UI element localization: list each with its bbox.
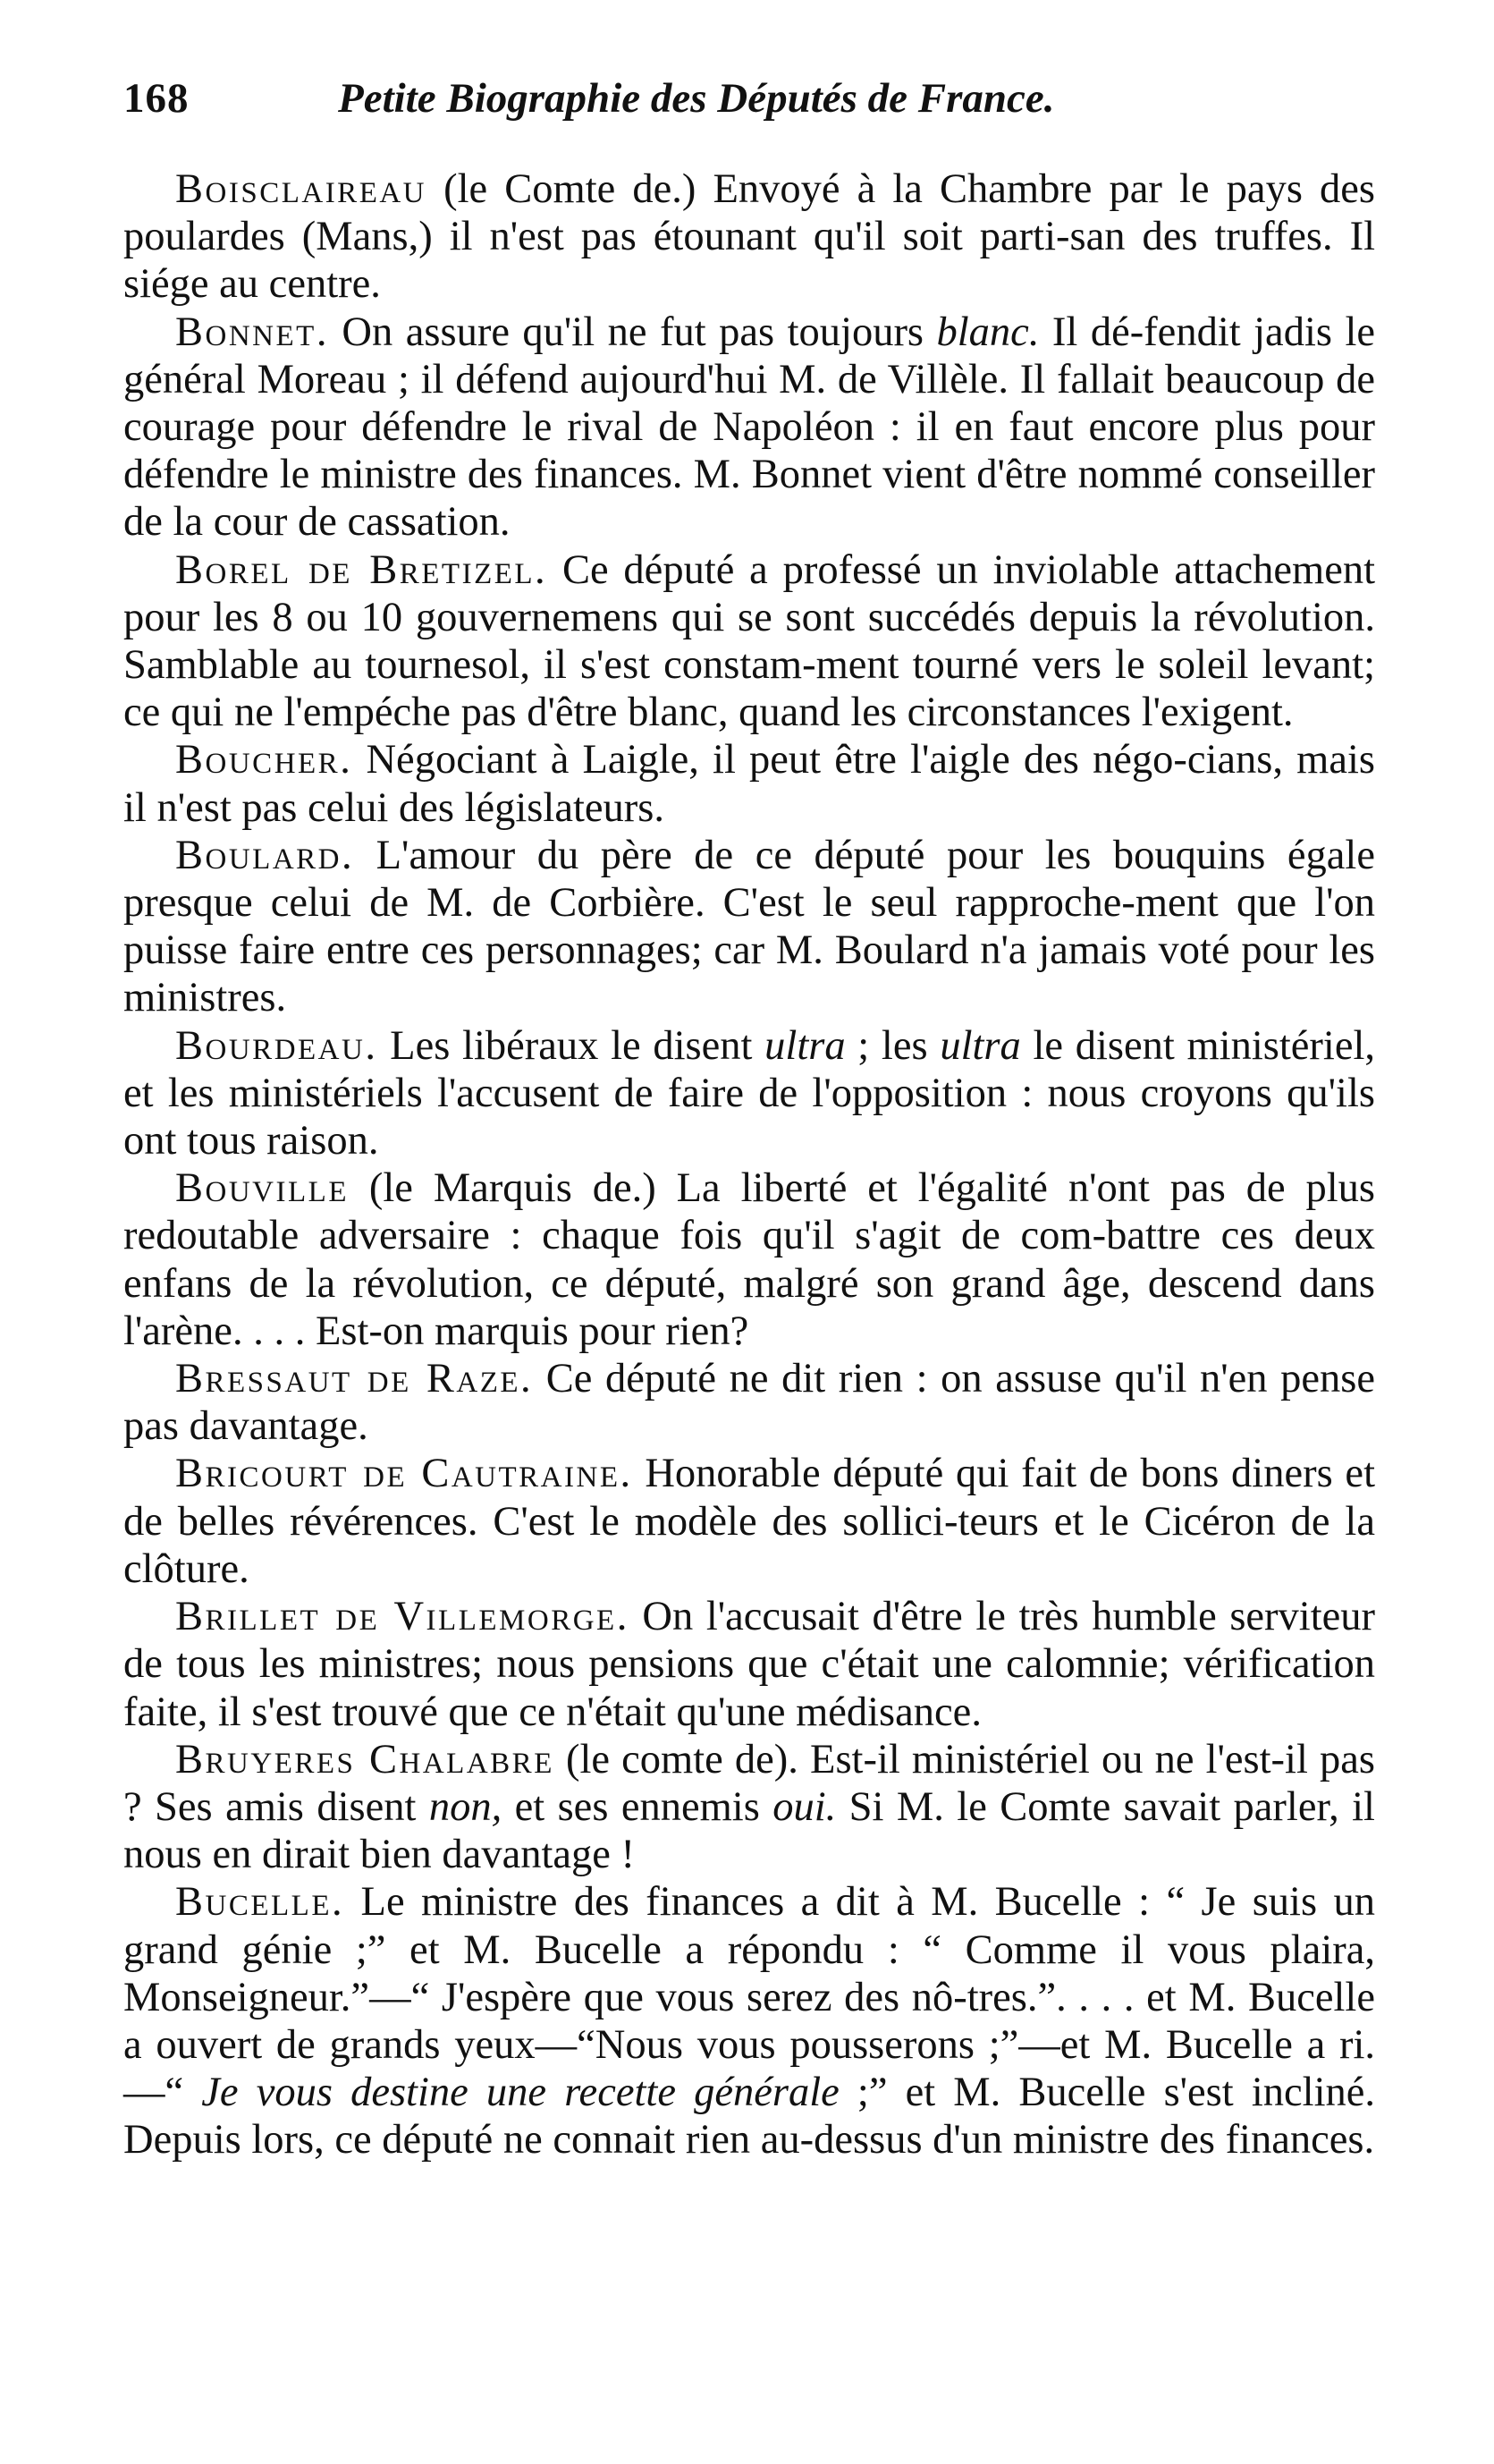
entry-name: Bourdeau. — [175, 1022, 378, 1069]
entry-title-suffix: (le Marquis de.) — [348, 1165, 656, 1212]
entry-text-part: Le ministre des finances a dit à M. Bucelle : “ Je suis un grand génie ;” et M. Bucelle a répondu : “ Comme il vous plaira, Monseigneur.”—“ J'espère que vous serez des nô-tres.”. . . . et M. Bucelle a ouvert de grands yeux—“Nous vous pousserons ;”—et M. Bucelle a ri.—“ — [123, 1879, 1375, 2116]
entry-italic-text: blanc. — [936, 309, 1040, 355]
entry-text: Envoyé à la Chambre par le pays des poulardes (Mans,) il n'est pas étounant qu'il soit parti-san des truffes. Il siége au centre. — [123, 166, 1375, 308]
entry-name: Boucher. — [175, 737, 353, 783]
entry-text: Ce député ne dit rien : on assuse qu'il n'en pense pas davantage. — [123, 1356, 1375, 1450]
entry-italic-text: Je vous destine une recette générale — [201, 2070, 840, 2116]
running-head — [123, 72, 1375, 161]
entry-boulard — [123, 832, 1375, 1022]
entry-text: Honorable député qui fait de bons diners et de belles révérences. C'est le modèle des sollici-teurs et le Cicéron de la clôture. — [123, 1451, 1375, 1592]
entry-text-part: Les libéraux le disent — [377, 1022, 765, 1069]
entry-text: Ce député a professé un inviolable attachement pour les 8 ou 10 gouvernemens qui se sont succédés depuis la révolution. Samblable au tournesol, il s'est constam-ment tourné vers le soleil levant; ce qui ne l'empéche pas d'être blanc, quand les circonstances l'exigent. — [123, 546, 1375, 736]
entry-name: Bricourt de Cautraine. — [175, 1451, 633, 1497]
entry-text: On l'accusait d'être le très humble serviteur de tous les ministres; nous pensions que c'était une calomnie; vérification faite, il s'est trouvé que ce n'était qu'une médisance. — [123, 1594, 1375, 1735]
entry-bonnet — [123, 309, 1375, 546]
entry-bressaut-de-raze — [123, 1355, 1375, 1450]
entry-borel-de-bretizel — [123, 546, 1375, 737]
entry-boucher — [123, 736, 1375, 831]
entry-italic-text: non, — [428, 1783, 502, 1830]
entry-title-suffix: (le Comte de.) — [426, 166, 696, 212]
entry-text-part: et ses ennemis — [502, 1783, 773, 1830]
entry-bruyeres-chalabre — [123, 1736, 1375, 1879]
entry-name: Boulard. — [175, 832, 355, 878]
entry-bourdeau — [123, 1022, 1375, 1165]
entry-text: La liberté et l'égalité n'ont pas de plus redoutable adversaire : chaque fois qu'il s'agit de com-battre ces deux enfans de la révolution, ce député, malgré son grand âge, descend dans l'arène. . . . Est-on marquis pour rien? — [123, 1165, 1376, 1354]
entry-name: Bonnet. — [175, 309, 329, 355]
entry-boisclaireau — [123, 165, 1375, 309]
entry-name: Bouville — [175, 1165, 349, 1212]
entry-italic-text: ultra — [940, 1022, 1021, 1069]
entry-name: Bucelle. — [175, 1879, 345, 1926]
entry-name: Boisclaireau — [175, 166, 427, 212]
entry-bouville — [123, 1164, 1375, 1355]
entry-name: Brillet de Villemorge. — [175, 1594, 629, 1640]
entry-text-part: ;” et M. Bucelle s'est incliné. Depuis lors, ce député ne connait rien au-dessus d'un ministre des finances. — [123, 2070, 1375, 2163]
entry-text-part: Il dé-fendit jadis le général Moreau ; il défend aujourd'hui M. de Villèle. Il fallait beaucoup de courage pour défendre le rival de Napoléon : il en faut encore plus pour défendre le ministre des finances. M. Bonnet vient d'être nommé conseiller de la cour de cassation. — [123, 309, 1376, 546]
entry-name: Bruyeres Chalabre — [175, 1736, 554, 1782]
entry-text-part: On assure qu'il ne fut pas toujours — [328, 309, 937, 355]
entry-text-part: Si M. le Comte savait parler, il nous en dirait bien davantage ! — [123, 1783, 1375, 1878]
entry-title-suffix: (le comte de). — [553, 1736, 798, 1782]
entry-text-part: ; les — [845, 1022, 941, 1069]
entry-italic-text: ultra — [764, 1022, 846, 1069]
running-title: Petite Biographie des Députés de France. — [338, 75, 1055, 122]
entry-brillet-de-villemorge — [123, 1593, 1375, 1736]
entry-bricourt-de-cautraine — [123, 1450, 1375, 1593]
entry-name: Borel de Bretizel. — [175, 546, 548, 593]
book-page — [123, 72, 1375, 2397]
entry-text: Négociant à Laigle, il peut être l'aigle des négo-cians, mais il n'est pas celui des législateurs. — [123, 737, 1375, 831]
entry-text-part: le disent ministériel, et les ministériels l'accusent de faire de l'opposition : nous croyons qu'ils ont tous raison. — [123, 1022, 1376, 1164]
entry-text: L'amour du père de ce député pour les bouquins égale presque celui de M. de Corbière. C'est le seul rapproche-ment que l'on puisse faire entre ces personnages; car M. Boulard n'a jamais voté pour les ministres. — [123, 832, 1375, 1021]
entry-name: Bressaut de Raze. — [175, 1356, 534, 1402]
biography-entries — [123, 165, 1375, 2164]
entry-italic-text: oui. — [772, 1783, 837, 1830]
entry-bucelle — [123, 1878, 1375, 2163]
page-number: 168 — [123, 75, 190, 122]
entry-text-part: Est-il ministériel ou ne l'est-il pas ? Ses amis disent — [123, 1736, 1375, 1830]
